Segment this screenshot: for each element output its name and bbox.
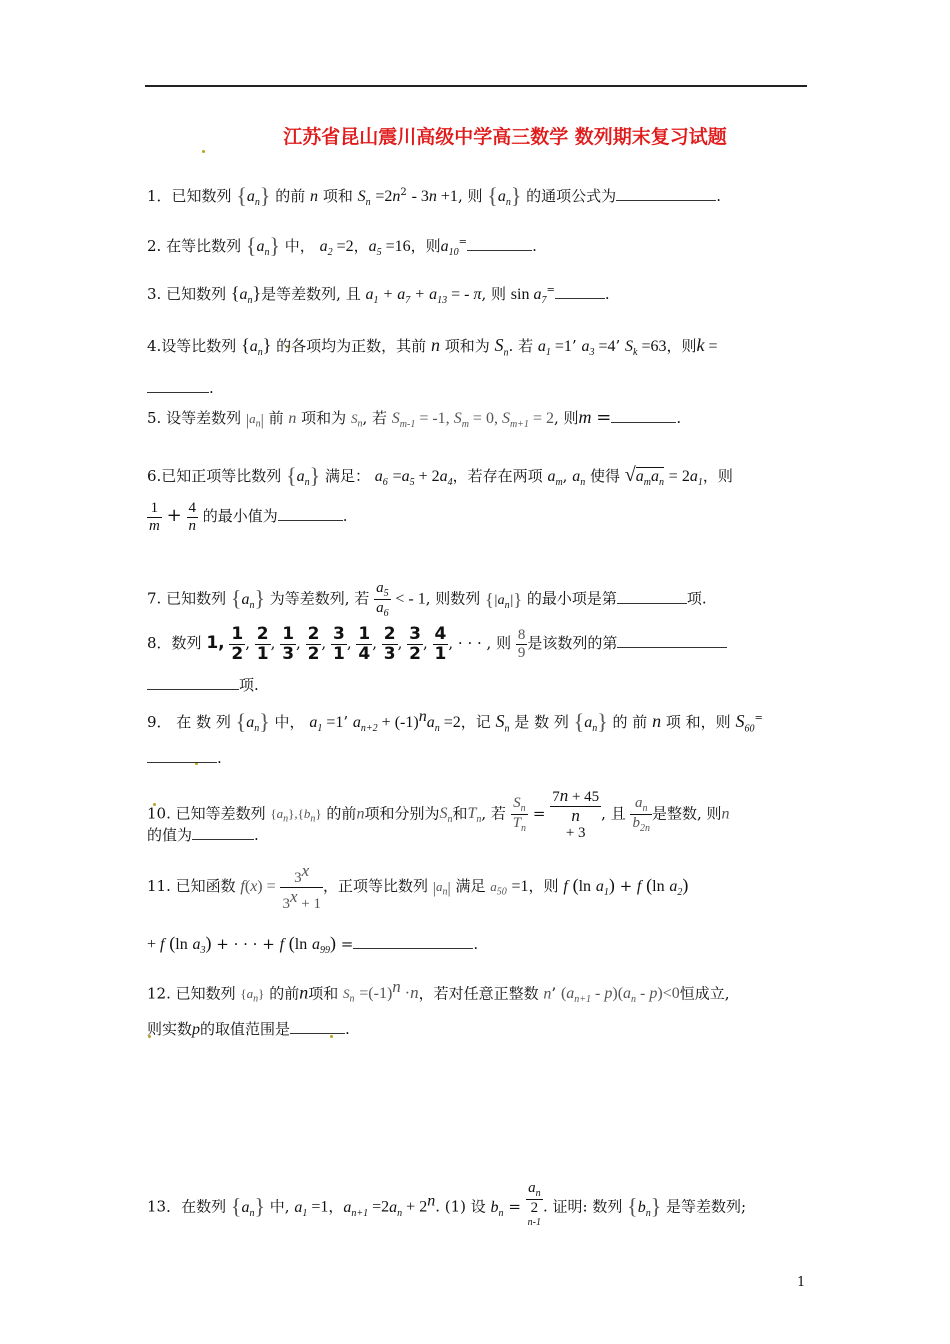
page-number: 1	[797, 1275, 806, 1290]
q11-text: 11. 已知函数	[147, 877, 236, 895]
question-9: 9． 在 数 列 $\{a_n\}$ 中， $a_1 =1$’ $a_{n+2} + (-1)^na_n =2$，记 $S_n$ 是 数 列 $\{a_n\}$ 的 前 n 项 和，则 $S_{60}^=$	[147, 708, 763, 735]
answer-blank[interactable]	[192, 826, 254, 840]
question-6-line2: $\frac{1}{m}$ + $\frac{4}{n}$ 的最小值为 .	[149, 500, 348, 534]
q2-text: ，则	[410, 237, 441, 255]
q7-text: , 则数列	[425, 589, 481, 608]
q6-text: .	[342, 507, 348, 525]
q5-text: 前	[268, 409, 284, 427]
q9-text: .	[217, 749, 222, 767]
answer-blank[interactable]	[616, 187, 716, 201]
q4-text: 项和为	[444, 337, 490, 355]
question-4-answer	[147, 378, 214, 400]
q12-text: ，若对任意正整数	[418, 984, 539, 1003]
question-12: 12. 已知数列 $\{a_n\}$ 的前n项和 $S_n =(-1)^n \cdot n$，若对任意正整数 n’ $(a_{n+1} - p)(a_n - p)<0$恒成立,	[147, 977, 730, 1006]
question-10-line2	[147, 825, 259, 847]
q1-text: 的通项公式为	[526, 187, 617, 205]
question-6: 6.已知正项等比数列 $\{a_n\}$ 满足： $a_6 =a_5 + 2a_4$，若存在两项 $a_m$, $a_n$ 使得 $√a_ma_n = 2a_1$，则	[147, 463, 733, 489]
question-8-line2	[147, 675, 259, 697]
answer-blank[interactable]	[467, 237, 532, 251]
q1-text: .	[716, 187, 721, 205]
q13-text: 13．在数列	[147, 1197, 227, 1216]
q8-text: , 则	[486, 634, 512, 653]
question-10: 10. 已知等差数列 $\{a_n\},\{b_n\}$ 的前n项和分别为$S_n$和$T_n$, 若 $\frac{S_n}{T_n}$ = 7n + 45 n + 3 , 且 $\frac{a_n}{b_{2n}}$ 是整数, 则n	[147, 786, 730, 842]
q4-text: ，则	[666, 337, 697, 355]
q9-text: 是 数 列	[514, 713, 569, 731]
q9-text: 项 和，则	[665, 713, 731, 731]
question-4: 4.设等比数列 $\{a_n\}$ 的各项均为正数，其前 n 项和为 $S_n$. 若 $a_1 =1$’ $a_3 =4$’ $S_k =63$，则k =	[147, 335, 718, 359]
answer-blank[interactable]	[611, 409, 676, 423]
q9-text: 的 前	[612, 713, 648, 731]
q5-text: , 则	[553, 409, 579, 427]
q13-text: ，	[328, 1197, 344, 1216]
question-7: 7. 已知数列 $\{a_n\}$ 为等差数列, 若 $\frac{a_5}{a_6}$ < - 1, 则数列 $\{|a_n|\}$ 的最小项是第 项.	[147, 580, 707, 619]
answer-blank[interactable]	[555, 285, 605, 299]
question-1: 1．已知数列 $\{a_n\}$ 的前 n 项和 $S_n =2n^2 - 3n +1$, 则 $\{a_n\}$ 的通项公式为 .	[147, 183, 721, 209]
q4-text: .	[209, 379, 214, 397]
q2-text: ，	[353, 237, 369, 255]
q10-text: 10. 已知等差数列	[147, 804, 266, 823]
q6-text: 的最小值为	[202, 507, 278, 525]
q9-text: 9． 在 数 列	[147, 713, 231, 731]
answer-blank[interactable]	[617, 634, 727, 648]
q4-text: . 若	[508, 337, 534, 355]
q8-text: 是该数列的第	[527, 634, 618, 653]
q3-text: 是等差数列, 且	[261, 285, 361, 303]
q12-text: 的前	[269, 984, 300, 1003]
q5-text: , 若	[362, 409, 387, 427]
q2-text: .	[532, 237, 537, 255]
q6-text: ，则	[702, 467, 733, 485]
q7-text: 7. 已知数列	[147, 589, 227, 608]
q10-text: , 若	[481, 804, 506, 823]
q9-text: ，记	[460, 713, 491, 731]
answer-blank[interactable]	[147, 379, 209, 393]
answer-blank[interactable]	[147, 676, 239, 690]
q11-text: 满足	[455, 877, 486, 895]
q5-text: 项和为	[301, 409, 347, 427]
answer-blank[interactable]	[147, 749, 217, 763]
q3-text: .	[604, 285, 610, 303]
q5-text: 5. 设等差数列	[147, 409, 242, 427]
question-12-line2: 则实数p的取值范围是 .	[147, 1020, 350, 1038]
q12-text: 的取值范围是	[200, 1020, 291, 1038]
q10-text: 是整数, 则	[651, 804, 722, 823]
question-5: 5. 设等差数列 $|a_n|$ 前 n 项和为 $S_n$, 若 $S_{m-1} = -1$, $S_m = 0$, $S_{m+1} = 2$, 则m = .	[147, 407, 682, 431]
answer-blank[interactable]	[290, 1020, 345, 1034]
q6-text: ，若存在两项	[452, 467, 543, 485]
q13-text: . (1) 设	[435, 1197, 486, 1216]
q8-text: 项.	[239, 676, 259, 694]
q11-text: .	[473, 935, 479, 953]
q10-text: 的值为	[147, 826, 193, 844]
q13-text: 中,	[269, 1197, 290, 1216]
top-rule	[145, 85, 807, 87]
q10-text: , 且	[601, 804, 626, 823]
answer-blank[interactable]	[278, 507, 343, 521]
question-11-line2: + f (ln $a_3$) + · · · + f (ln $a_{99}$) = .	[147, 933, 479, 957]
q13-text: . 证明: 数列	[543, 1197, 623, 1216]
q1-text: 项和	[322, 187, 353, 205]
q3-text: 3. 已知数列	[147, 285, 227, 303]
q12-text: 恒成立,	[679, 984, 730, 1003]
q12-text: 12. 已知数列	[147, 984, 236, 1003]
q6-text: 使得	[590, 467, 621, 485]
question-9-answer	[147, 748, 222, 770]
q2-text: 2. 在等比数列	[147, 237, 242, 255]
q12-text: .	[345, 1020, 350, 1038]
question-2: 2. 在等比数列 $\{a_n\}$ 中， $a_2 =2$，$a_5 =16$，则$a_{10}^=$ .	[147, 233, 537, 259]
q4-text: 的各项均为正数，其前	[276, 337, 427, 355]
q10-text: 和	[452, 804, 468, 823]
q1-text: , 则	[457, 187, 483, 205]
q11-text: ，则	[528, 877, 559, 895]
answer-blank[interactable]	[617, 590, 687, 604]
answer-blank[interactable]	[353, 935, 473, 949]
q6-text: 6.已知正项等比数列	[147, 467, 282, 485]
question-11: 11. 已知函数 f(x) = $\frac{3^x}{3^x + 1}$ ，正项等比数列 $|a_n|$ 满足 $a_{50} =1$，则 f (ln $a_1) + f$ (ln $a_2$)	[147, 861, 689, 912]
question-3: 3. 已知数列 $\{a_n\}$是等差数列, 且 $a_1 + a_7 + a_{13}$ = - π, 则 $\sin a_7^=$ .	[147, 283, 610, 307]
q6-text: 满足：	[325, 467, 371, 485]
q12-text: 项和	[308, 984, 339, 1003]
q11-text: ，正项等比数列	[322, 877, 428, 895]
q12-text: 则实数	[147, 1020, 193, 1038]
q2-text: 中，	[284, 237, 315, 255]
q13-text: 是等差数列;	[666, 1197, 747, 1216]
q4-text: 4.设等比数列	[147, 337, 237, 355]
q5-text: .	[676, 409, 682, 427]
q9-text: 中，	[274, 713, 305, 731]
q10-text: 的前	[326, 804, 357, 823]
q1-text: 1．已知数列	[147, 187, 232, 205]
decor-dot	[202, 150, 205, 153]
q7-text: 项.	[686, 589, 707, 608]
q3-text: , 则	[481, 285, 506, 303]
q8-text: 8．数列	[147, 634, 202, 653]
q10-text: .	[254, 826, 259, 844]
question-8: 8．数列 1, $\frac{1}{2}$ , $\frac{2}{1}$ , $\frac{1}{3}$ , $\frac{2}{2}$ , $\frac{3}{1}$ , $\frac{1}{4}$ , $\frac{2}{3}$ , $\frac{3}{2}$ , $\frac{4}{1}$ , · · · , 则 $\frac{8}{9}$ 是该数列的第	[147, 625, 727, 663]
q7-text: 为等差数列, 若	[269, 589, 370, 608]
q7-text: 的最小项是第	[526, 589, 617, 608]
question-13: 13．在数列 $\{a_n\}$ 中, $a_1 =1$，$a_{n+1} =2a_n + 2^n$. (1) 设 $b_n$ = $a_n$ 2 $^{n-1}$ . 证明: 数列 $\{b_n\}$ 是等差数列;	[147, 1180, 747, 1228]
page-title: 江苏省昆山震川高级中学高三数学 数列期末复习试题	[283, 126, 727, 148]
q10-text: 项和分别为	[364, 804, 440, 823]
q1-text: 的前	[275, 187, 306, 205]
